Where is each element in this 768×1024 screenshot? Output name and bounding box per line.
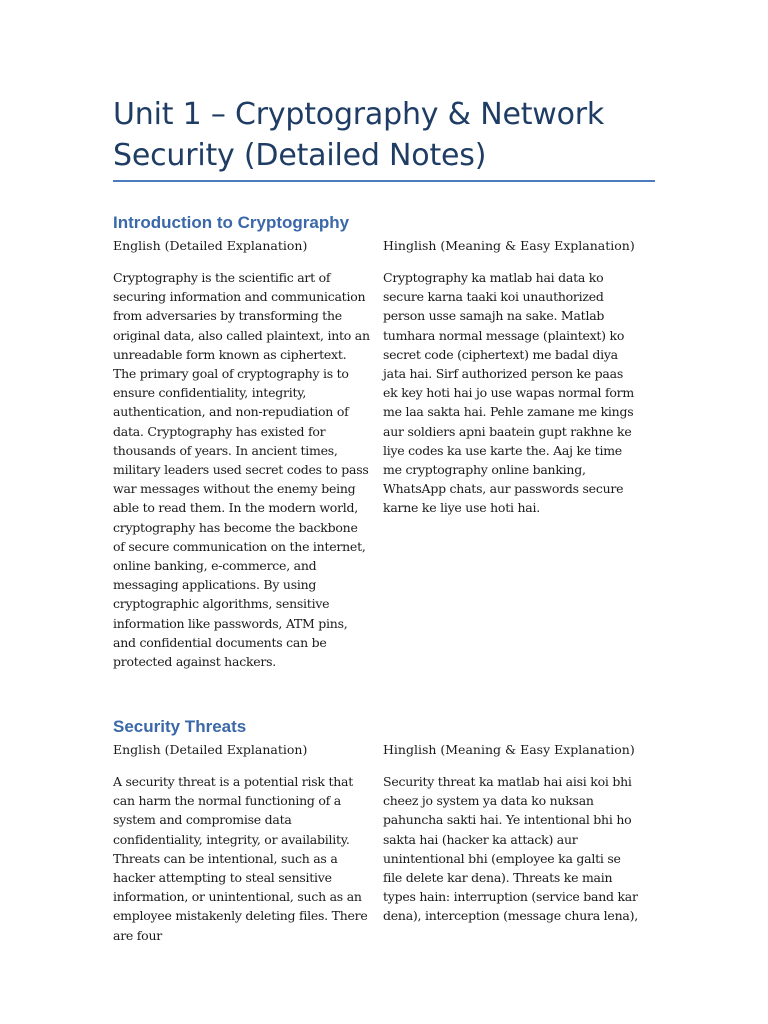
section-heading: Introduction to Cryptography bbox=[113, 213, 350, 232]
hinglish-paragraph: Cryptography ka matlab hai data ko secure karna taaki koi unauthorized person usse samajh na sake. Matlab tumhara normal message (plaintext) ko secret code (ciphertext) me badal diya jata hai. Sirf authorized person ke paas ek key hoti hai jo use wapas normal form me laa sakta hai. Pehle zamane me kings aur soldiers apni baatein gupt rakhne ke liye codes ka use karte the. Aaj ke time me cryptography online banking, WhatsApp chats, aur passwords secure karne ke liye use hoti hai. bbox=[383, 270, 635, 516]
section-heading: Security Threats bbox=[113, 717, 247, 736]
page-title: Unit 1 – Cryptography & Network Security (Detailed Notes) bbox=[113, 97, 605, 173]
english-paragraph: Cryptography is the scientific art of securing information and communication from adversaries by transforming the original data, also called plaintext, into an unreadable form known as ciphertext. The primary goal of cryptography is to ensure confidentiality, integrity, authentication, and non-repudiation of data. Cryptography has existed for thousands of years. In ancient times, military leaders used secret codes to pass war messages without the enemy being able to read them. In the modern world, cryptography has become the backbone of secure communication on the internet, online banking, e-commerce, and messaging applications. By using cryptographic algorithms, sensitive information like passwords, ATM pins, and confidential documents can be protected against hackers. bbox=[113, 270, 370, 670]
english-paragraph: A security threat is a potential risk that can harm the normal functioning of a system and compromise data confidentiality, integrity, or availability. Threats can be intentional, such as a hacker attempting to steal sensitive information, or unintentional, such as an employee mistakenly deleting files. There are four bbox=[113, 774, 368, 943]
title-underline bbox=[113, 180, 655, 182]
hinglish-column-label: Hinglish (Meaning & Easy Explanation) bbox=[383, 238, 635, 253]
english-column-label: English (Detailed Explanation) bbox=[113, 742, 308, 757]
english-column-label: English (Detailed Explanation) bbox=[113, 238, 308, 253]
hinglish-column-label: Hinglish (Meaning & Easy Explanation) bbox=[383, 742, 635, 757]
hinglish-paragraph: Security threat ka matlab hai aisi koi bhi cheez jo system ya data ko nuksan pahuncha sakti hai. Ye intentional bhi ho sakta hai (hacker ka attack) aur unintentional bhi (employee ka galti se file delete kar dena). Threats ke main types hain: interruption (service band kar dena), interception (message chura lena), bbox=[383, 774, 638, 924]
